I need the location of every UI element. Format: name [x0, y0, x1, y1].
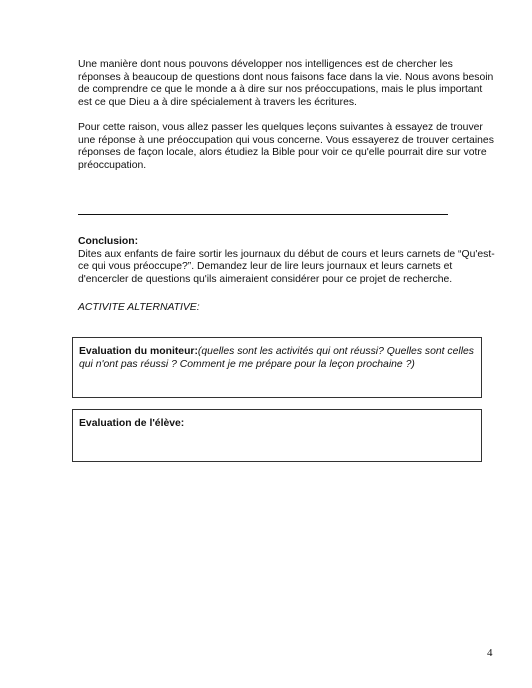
horizontal-rule [78, 214, 448, 215]
conclusion-heading: Conclusion: [78, 236, 139, 247]
intro-paragraph: Une manière dont nous pouvons développer nos intelligences est de chercher les réponses à beaucoup de questions dont nous faisons face dans la vie. Nous avons besoin de comprendre ce que le monde a à dire sur nos préoccupations, mais le plus important est ce que Dieu a à dire spécialement à travers les écritures. [78, 59, 494, 108]
monitor-evaluation-label: Evaluation du moniteur: [79, 346, 198, 357]
conclusion-section [78, 236, 498, 286]
monitor-evaluation-prompt: (quelles sont les activités qui ont réussi? Quelles sont celles qui n'ont pas réussi ? Comment je me prépare pour la leçon prochaine ?) [79, 346, 474, 370]
conclusion-text: Dites aux enfants de faire sortir les journaux du début de cours et leurs carnets de “Qu'est-ce qui vous préoccupe?”. Demandez leur de lire leurs journaux et leurs carnets et d'encercler de questions qu'ils aimeraient considérer pour ce projet de recherche. [78, 248, 495, 285]
purpose-paragraph: Pour cette raison, vous allez passer les quelques leçons suivantes à essayez de trouver une réponse à une préoccupation qui vous concerne. Vous essayerez de trouver certaines réponses de façon locale, alors étudiez la Bible pour voir ce qu'elle pourrait dire sur votre préoccupation. [78, 122, 494, 171]
monitor-evaluation-box[interactable] [72, 337, 482, 398]
student-evaluation-box[interactable] [72, 409, 482, 462]
page-number: 4 [487, 647, 493, 659]
alternative-activity-label: ACTIVITE ALTERNATIVE: [78, 302, 200, 313]
student-evaluation-label: Evaluation de l'élève: [79, 418, 185, 429]
